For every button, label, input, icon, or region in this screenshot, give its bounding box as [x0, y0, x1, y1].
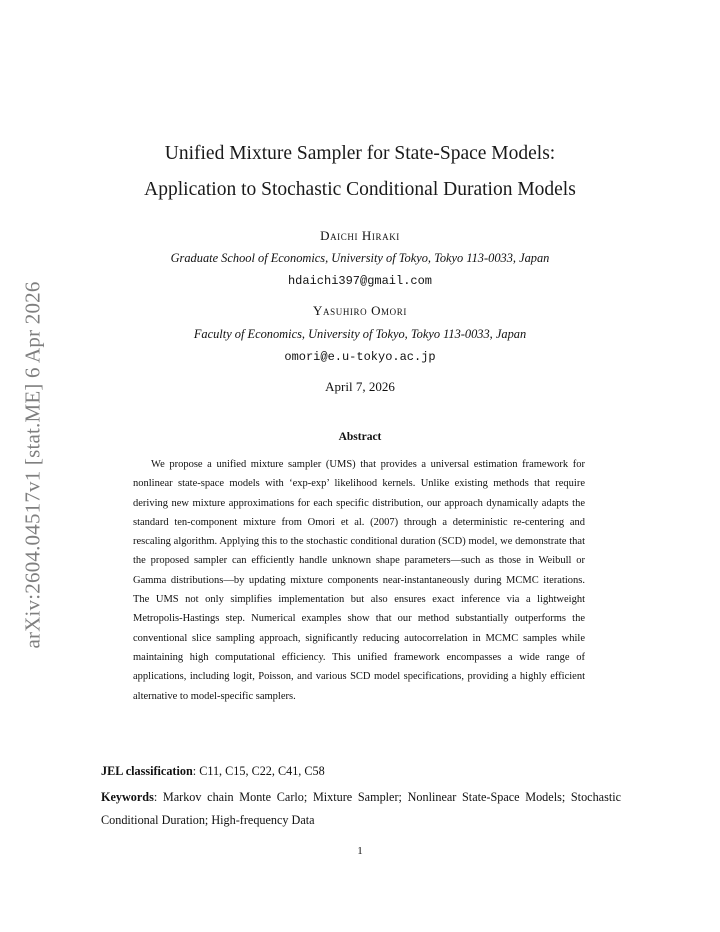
abstract-heading: Abstract	[338, 431, 382, 443]
jel-codes: : C11, C15, C22, C41, C58	[192, 764, 325, 778]
title-line-2: Application to Stochastic Conditional Duration Models	[144, 179, 576, 200]
abstract-text: We propose a unified mixture sampler (UMS) that provides a universal estimation framework for nonlinear state-space models with ‘exp-exp’ likelihood kernels. Unlike existing methods that require deriving new mixture approximations for each specific distribution, our approach dynamically adapts the standard ten-component mixture from Omori et al. (2007) through a deterministic re-centering and rescaling algorithm. Applying this to the stochastic conditional duration (SCD) model, we demonstrate that the proposed sampler can efficiently handle unknown shape parameters—such as those in Weibull or Gamma distributions—by updating mixture components near-instantaneously during MCMC iterations. The UMS not only simplifies implementation but also ensures exact inference via a lightweight Metropolis-Hastings step. Numerical examples show that our method substantially outperforms the conventional slice sampling approach, significantly reducing autocorrelation in MCMC samples while maintaining high computational efficiency. This unified framework encompasses a wide range of applications, including logit, Poisson, and various SCD model specifications, providing a highly efficient alternative to model-specific samplers.	[133, 459, 585, 702]
title-line-1: Unified Mixture Sampler for State-Space Models:	[164, 143, 556, 164]
jel-classification	[101, 764, 621, 779]
jel-label: JEL classification	[101, 764, 193, 778]
page-number: 1	[357, 845, 363, 857]
keywords	[101, 786, 621, 831]
author-affiliation-2: Faculty of Economics, University of Tokyo, Tokyo 113-0033, Japan	[193, 327, 527, 341]
paper-date: April 7, 2026	[325, 379, 395, 394]
keywords-label: Keywords	[101, 790, 154, 804]
author-name-2: Yasuhiro Omori	[313, 303, 407, 318]
author-email-1: hdaichi397@gmail.com	[287, 274, 433, 288]
author-email-2: omori@e.u-tokyo.ac.jp	[284, 350, 436, 364]
author-affiliation-1: Graduate School of Economics, University of Tokyo, Tokyo 113-0033, Japan	[170, 251, 550, 265]
author-name-1: Daichi Hiraki	[320, 228, 400, 243]
keywords-list: : Markov chain Monte Carlo; Mixture Sampler; Nonlinear State-Space Models; Stochastic Conditional Duration; High-frequency Data	[101, 790, 621, 827]
arxiv-stamp-text: arXiv:2604.04517v1 [stat.ME] 6 Apr 2026	[20, 281, 45, 649]
